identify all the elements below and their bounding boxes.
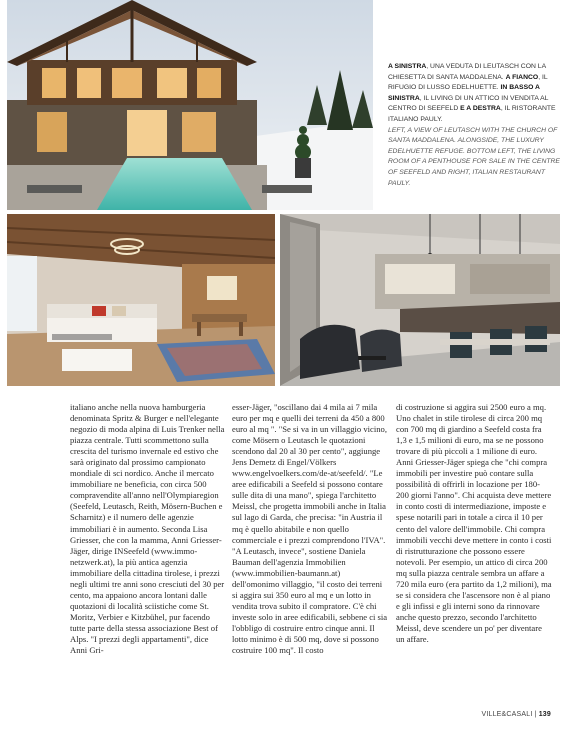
photo-restaurant-pauly <box>280 214 560 386</box>
photo-penthouse-living <box>7 214 275 386</box>
body-column-1 <box>70 402 226 656</box>
column-text: esser-Jäger, "oscillano dai 4 mila ai 7 mila euro per mq e quelli dei terreni da 450 a 800 euro al mq ". "Se si va in un villaggio vicino, come Mösern o Leutasch le quotazioni scendono dal 20 al 30 per cento", aggiunge Jens Demetz di Engel/Völkers www.engelvoelkers.com/de-at/seefeld/. "Le aree edificabili a Seefeld si possono contare sulle dita di una mano", spiega l'architetto Meissl, che progetta immobili anche in Italia sul lago di Garda, che precisa: "in Austria il mq è quello abitabile e non quello commerciale e i prezzi comprendono l'IVA". "A Leutasch, invece", sostiene Daniela Bauman dell'agenzia Immobilien (www.immobilien-baumann.at) dell'omonimo villaggio, "il costo dei terreni si aggira sui 350 euro al mq e un lotto in vendita trova subito il compratore. C'è chi investe solo in aree edificabili, sebbene ci sia l'obbligo di costruire entro cinque anni. Il lotto minimo è di 500 mq, dove si possono costruire 100 mq". Il costo <box>232 402 388 656</box>
magazine-name: VILLE&CASALI <box>481 711 533 718</box>
caption-text: , IL RISTORANTE ITALIANO PAULY. <box>388 105 556 123</box>
photo-caption <box>388 62 568 189</box>
body-column-2 <box>232 402 388 656</box>
photo-edelhuette-chalet <box>7 0 373 210</box>
caption-label: E A DESTRA <box>460 105 501 113</box>
caption-label: A FIANCO <box>505 73 539 81</box>
caption-text: , UNA VEDUTA DI LEUTASCH CON LA CHIESETTA DI SANTA MADDALENA. <box>388 63 546 81</box>
caption-label: IN BASSO A SINISTRA <box>388 84 540 102</box>
column-text: di costruzione si aggira sui 2500 euro a mq. Uno chalet in stile tirolese di circa 200 mq con 700 mq di giardino a Seefeld costa fra 1,3 e 1,5 milioni di euro, ma se ne possono trovare di più piccoli a 1 milione di euro. Anni Griesser-Jäger spiega che "chi compra immobili per investire può contare sulla possibilità di offrirli in locazione per 180-200 giorni l'anno". Chi acquista deve mettere in conto costi di intermediazione, imposte e spese notarili pari in totale a circa il 10 per cento del valore dell'immobile. Chi compra immobili vecchi deve mettere in conto i costi di ristrutturazione che possono essere notevoli. Per esempio, un attico di circa 200 mq sulla piazza centrale sembra un affare a 720 mila euro (era partito da 1,2 milioni), ma se si considera che l'ascensore non è al piano e gli infissi e gli interni sono da rinnovare anche questo prezzo, secondo l'architetto Meissl, deve scendere un po' per diventare un affare. <box>396 402 552 644</box>
caption-text: , IL RIFUGIO DI LUSSO EDELHUETTE. <box>388 73 548 92</box>
caption-italian <box>388 62 568 126</box>
page-number: 139 <box>538 711 551 718</box>
column-text: italiano anche nella nuova hamburgeria denominata Spritz & Burger e nell'elegante negozio di moda alpina di Luis Trenker nella piazza centrale. Tutti scommettono sulla crescita del turismo invernale ed estivo che sarà originato dal prossimo campionato mondiale di sci nordico. Anche il mercato immobiliare ne beneficia, con circa 500 compravendite all'anno nell'Olympiaregion (Seefeld, Leutasch, Reith, Mösern-Buchen e Scharnitz) e il numero delle agenzie immobiliari è in aumento. Seconda Lisa Griesser, che con la mamma, Anni Griesser-Jäger, dirige INSeefeld (www.immo-netzwerk.at), la più antica agenzia immobiliare della cittadina tirolese, i prezzi negli ultimi tre anni sono cresciuti del 30 per cento, ma appaiono ancora lontani dalle quotazioni di località sciistiche come St. Moritz, Verbier e Kitzbühel, pur facendo tutte parte della stessa associazione Best of Alps. "I prezzi degli appartamenti", dice Anni Gri- <box>70 402 225 656</box>
caption-english: LEFT, A VIEW OF LEUTASCH WITH THE CHURCH OF SANTA MADDALENA. ALONGSIDE, THE LUXURY EDELHUETTE REFUGE. BOTTOM LEFT, THE LIVING ROOM OF A PENTHOUSE FOR SALE IN THE CENTRE OF SEEFELD AND RIGHT, ITALIAN RESTAURANT PAULY. <box>388 126 560 187</box>
caption-label: A SINISTRA <box>388 63 427 70</box>
caption-text: , IL LIVING DI UN ATTICO IN VENDITA AL CENTRO DI SEEFELD <box>388 94 549 113</box>
footer-separator: | <box>534 711 537 718</box>
page-footer <box>481 711 551 718</box>
body-column-3 <box>396 402 552 645</box>
